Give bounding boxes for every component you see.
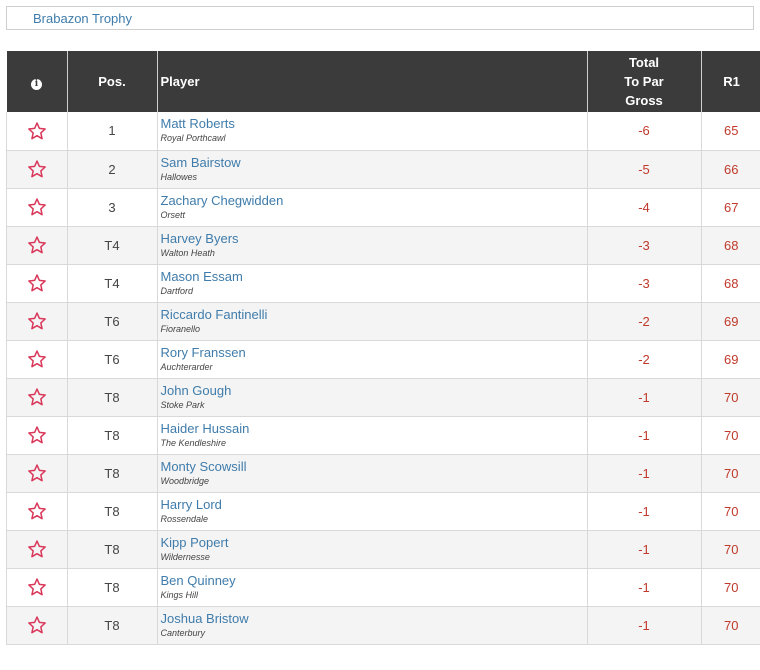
table-row xyxy=(7,606,760,644)
header-player[interactable]: Player xyxy=(157,51,587,112)
position-cell: T8 xyxy=(67,492,157,530)
player-name-link[interactable]: Harvey Byers xyxy=(160,230,239,246)
player-cell xyxy=(157,188,587,226)
header-info[interactable] xyxy=(7,51,68,112)
info-icon[interactable]: i xyxy=(31,79,42,90)
star-icon[interactable] xyxy=(27,235,47,255)
player-club: Woodbridge xyxy=(160,475,210,486)
r1-cell: 70 xyxy=(701,416,760,454)
position-cell: T8 xyxy=(67,568,157,606)
favourite-cell xyxy=(7,416,68,454)
table-row xyxy=(7,416,760,454)
header-total-line1: Total xyxy=(628,55,660,70)
player-cell xyxy=(157,568,587,606)
position-cell: T8 xyxy=(67,416,157,454)
position-cell: 1 xyxy=(67,112,157,150)
player-club: Hallowes xyxy=(160,171,198,182)
to-par-cell: -5 xyxy=(587,150,701,188)
to-par-cell: -1 xyxy=(587,454,701,492)
table-row xyxy=(7,264,760,302)
player-club: Orsett xyxy=(160,209,186,220)
player-club: Kings Hill xyxy=(160,589,199,600)
leaderboard-table xyxy=(6,51,760,645)
player-cell xyxy=(157,302,587,340)
favourite-cell xyxy=(7,302,68,340)
position-cell: T8 xyxy=(67,530,157,568)
favourite-cell xyxy=(7,264,68,302)
player-cell xyxy=(157,492,587,530)
table-row xyxy=(7,530,760,568)
table-row xyxy=(7,112,760,150)
player-cell xyxy=(157,416,587,454)
r1-cell: 69 xyxy=(701,302,760,340)
favourite-cell xyxy=(7,378,68,416)
position-cell: 3 xyxy=(67,188,157,226)
player-cell xyxy=(157,264,587,302)
star-icon[interactable] xyxy=(27,615,47,635)
to-par-cell: -1 xyxy=(587,492,701,530)
player-cell xyxy=(157,454,587,492)
to-par-cell: -2 xyxy=(587,340,701,378)
star-icon[interactable] xyxy=(27,425,47,445)
position-cell: T6 xyxy=(67,302,157,340)
header-total-line2: To Par xyxy=(624,74,664,89)
favourite-cell xyxy=(7,150,68,188)
r1-cell: 68 xyxy=(701,226,760,264)
r1-cell: 68 xyxy=(701,264,760,302)
r1-cell: 70 xyxy=(701,606,760,644)
event-tab-bar xyxy=(6,6,754,30)
player-club: Dartford xyxy=(160,285,194,296)
player-name-link[interactable]: Haider Hussain xyxy=(160,420,250,436)
r1-cell: 70 xyxy=(701,568,760,606)
player-name-link[interactable]: Zachary Chegwidden xyxy=(160,192,284,208)
table-row xyxy=(7,188,760,226)
player-name-link[interactable]: Harry Lord xyxy=(160,496,222,512)
favourite-cell xyxy=(7,530,68,568)
position-cell: T6 xyxy=(67,340,157,378)
position-cell: T8 xyxy=(67,454,157,492)
favourite-cell xyxy=(7,568,68,606)
r1-cell: 70 xyxy=(701,378,760,416)
player-name-link[interactable]: Riccardo Fantinelli xyxy=(160,306,268,322)
table-row xyxy=(7,378,760,416)
player-club: Royal Porthcawl xyxy=(160,133,226,144)
favourite-cell xyxy=(7,226,68,264)
player-club: Stoke Park xyxy=(160,399,205,410)
favourite-cell xyxy=(7,454,68,492)
player-name-link[interactable]: John Gough xyxy=(160,382,232,398)
table-row xyxy=(7,226,760,264)
star-icon[interactable] xyxy=(27,501,47,521)
to-par-cell: -1 xyxy=(587,416,701,454)
player-club: Canterbury xyxy=(160,627,206,638)
table-header-row xyxy=(7,51,760,112)
star-icon[interactable] xyxy=(27,539,47,559)
r1-cell: 70 xyxy=(701,454,760,492)
star-icon[interactable] xyxy=(27,577,47,597)
player-name-link[interactable]: Ben Quinney xyxy=(160,572,236,588)
table-row xyxy=(7,454,760,492)
player-name-link[interactable]: Rory Franssen xyxy=(160,344,246,360)
r1-cell: 70 xyxy=(701,530,760,568)
table-row xyxy=(7,492,760,530)
to-par-cell: -6 xyxy=(587,112,701,150)
r1-cell: 69 xyxy=(701,340,760,378)
to-par-cell: -3 xyxy=(587,226,701,264)
star-icon[interactable] xyxy=(27,311,47,331)
player-club: Rossendale xyxy=(160,513,209,524)
player-cell xyxy=(157,340,587,378)
player-name-link[interactable]: Kipp Popert xyxy=(160,534,229,550)
star-icon[interactable] xyxy=(27,273,47,293)
star-icon[interactable] xyxy=(27,387,47,407)
player-cell xyxy=(157,226,587,264)
favourite-cell xyxy=(7,188,68,226)
player-cell xyxy=(157,530,587,568)
to-par-cell: -1 xyxy=(587,568,701,606)
header-pos[interactable]: Pos. xyxy=(67,51,157,112)
star-icon[interactable] xyxy=(27,197,47,217)
position-cell: T4 xyxy=(67,264,157,302)
table-row xyxy=(7,340,760,378)
header-total-to-par-gross[interactable] xyxy=(587,51,701,112)
star-icon[interactable] xyxy=(27,159,47,179)
to-par-cell: -3 xyxy=(587,264,701,302)
favourite-cell xyxy=(7,340,68,378)
favourite-cell xyxy=(7,606,68,644)
position-cell: T4 xyxy=(67,226,157,264)
tab-brabazon-trophy[interactable]: Brabazon Trophy xyxy=(33,11,133,26)
position-cell: T8 xyxy=(67,378,157,416)
player-name-link[interactable]: Monty Scowsill xyxy=(160,458,247,474)
favourite-cell xyxy=(7,492,68,530)
to-par-cell: -1 xyxy=(587,530,701,568)
player-cell xyxy=(157,606,587,644)
player-cell xyxy=(157,150,587,188)
table-row xyxy=(7,150,760,188)
favourite-cell xyxy=(7,112,68,150)
star-icon[interactable] xyxy=(27,349,47,369)
table-row xyxy=(7,568,760,606)
player-cell xyxy=(157,112,587,150)
player-name-link[interactable]: Mason Essam xyxy=(160,268,243,284)
r1-cell: 70 xyxy=(701,492,760,530)
position-cell: T8 xyxy=(67,606,157,644)
player-name-link[interactable]: Sam Bairstow xyxy=(160,154,241,170)
to-par-cell: -1 xyxy=(587,606,701,644)
r1-cell: 67 xyxy=(701,188,760,226)
position-cell: 2 xyxy=(67,150,157,188)
player-club: Walton Heath xyxy=(160,247,215,258)
r1-cell: 66 xyxy=(701,150,760,188)
star-icon[interactable] xyxy=(27,121,47,141)
player-club: Wildernesse xyxy=(160,551,210,562)
player-name-link[interactable]: Matt Roberts xyxy=(160,116,235,132)
star-icon[interactable] xyxy=(27,463,47,483)
player-cell xyxy=(157,378,587,416)
player-club: Fioranello xyxy=(160,323,201,334)
player-club: The Kendleshire xyxy=(160,437,227,448)
table-row xyxy=(7,302,760,340)
header-r1[interactable]: R1 xyxy=(701,51,760,112)
to-par-cell: -2 xyxy=(587,302,701,340)
player-name-link[interactable]: Joshua Bristow xyxy=(160,610,249,626)
player-club: Auchterarder xyxy=(160,361,213,372)
to-par-cell: -1 xyxy=(587,378,701,416)
to-par-cell: -4 xyxy=(587,188,701,226)
header-total-line3: Gross xyxy=(625,93,663,108)
r1-cell: 65 xyxy=(701,112,760,150)
